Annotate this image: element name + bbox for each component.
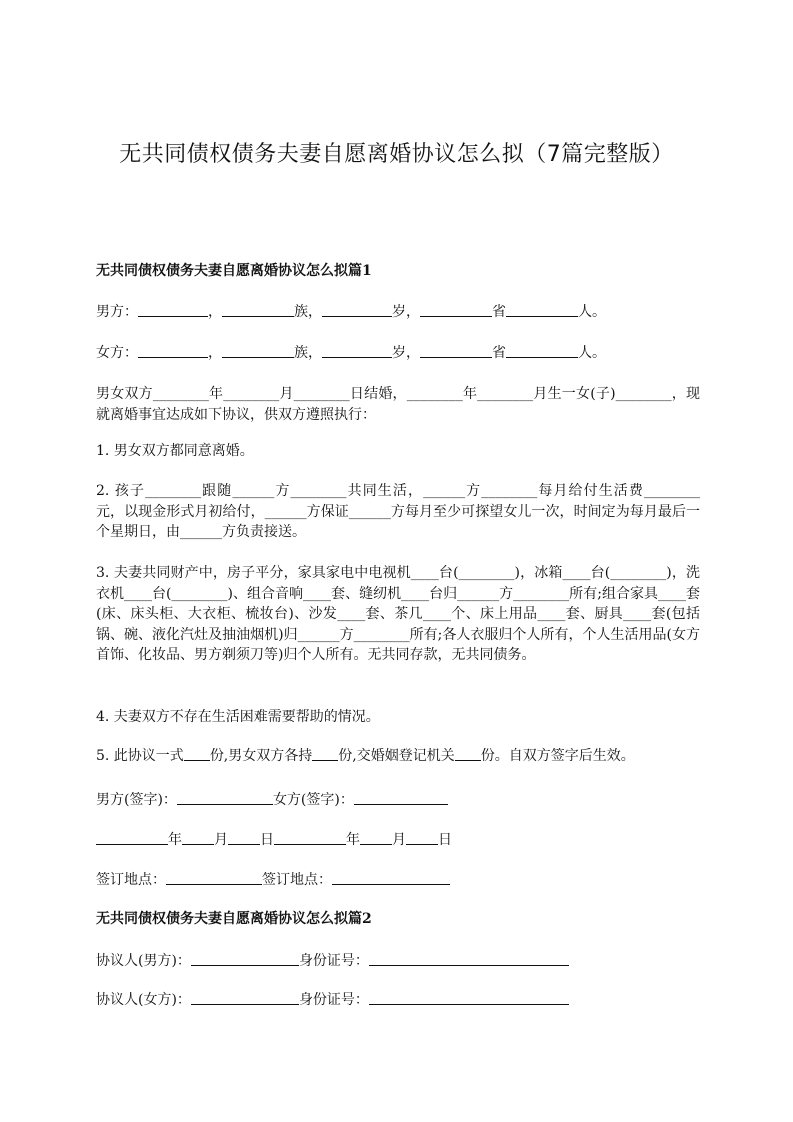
section-1-title: 无共同债权债务夫妻自愿离婚协议怎么拟篇1 xyxy=(96,263,372,279)
item-5: 5. 此协议一式 份,男女双方各持 份,交婚姻登记机关 份。自双方签字后生效。 xyxy=(96,748,635,764)
item-2: 2. 孩子________跟随______方________共同生活，______方________每月给付生活费________元，以现金形式月初给付，______方保证______方每月至少可探望女儿一次，时间定为每月最后一个星期日，由______方负责接送。 xyxy=(96,483,700,540)
blank xyxy=(184,746,210,761)
blank xyxy=(420,343,492,358)
blank xyxy=(182,830,214,845)
blank xyxy=(322,343,392,358)
blank xyxy=(222,343,294,358)
marriage-paragraph: 男女双方________年________月________日结婚，________年________月生一女(子)________，现就离婚事宜达成如下协议，供双方遵照执行： xyxy=(96,386,700,423)
blank xyxy=(332,870,450,885)
blank xyxy=(312,746,338,761)
blank xyxy=(354,790,448,805)
blank xyxy=(96,830,168,845)
blank xyxy=(191,990,299,1005)
section-2-title: 无共同债权债务夫妻自愿离婚协议怎么拟篇2 xyxy=(96,911,372,927)
blank xyxy=(506,302,578,317)
blank xyxy=(369,990,569,1005)
item-3: 3. 夫妻共同财产中，房子平分，家具家电中电视机____台(________)，冰箱____台(________)，洗衣机____台(________)、组合音响____套、缝纫机____台归______方________所有;组合家具____套(床、床头柜、大衣柜、梳妆台)、沙发____套、茶几____个、床上用品____套、厨具____套(包括锅、碗、液化汽灶及抽油烟机)归______方________所有;各人衣服归个人所有，个人生活用品(女方首饰、化妆品、男方剃须刀等)归个人所有。无共同存款，无共同债务。 xyxy=(96,565,700,663)
party-man-line: 协议人(男方)： 身份证号： xyxy=(96,951,706,972)
item-1: 1. 男女双方都同意离婚。 xyxy=(96,443,254,459)
blank xyxy=(138,343,208,358)
man-info-line: 男方： ， 族， 岁， 省 人。 xyxy=(96,304,606,320)
blank xyxy=(406,830,438,845)
blank xyxy=(369,951,569,966)
blank xyxy=(228,830,260,845)
signature-line: 男方(签字)： 女方(签字)： xyxy=(96,790,706,811)
blank xyxy=(191,951,299,966)
woman-info-line: 女方： ， 族， 岁， 省 人。 xyxy=(96,345,606,361)
blank xyxy=(506,343,578,358)
blank xyxy=(222,302,294,317)
blank xyxy=(166,870,262,885)
blank xyxy=(322,302,392,317)
party-woman-line: 协议人(女方)： 身份证号： xyxy=(96,990,706,1011)
blank xyxy=(420,302,492,317)
blank xyxy=(274,830,346,845)
blank xyxy=(177,790,273,805)
date-line: 年 月 日 年 月 日 xyxy=(96,830,706,851)
document-title: 无共同债权债务夫妻自愿离婚协议怎么拟（7篇完整版） xyxy=(119,142,674,167)
blank xyxy=(138,302,208,317)
item-4: 4. 夫妻双方不存在生活困难需要帮助的情况。 xyxy=(96,709,380,725)
place-line: 签订地点： 签订地点： xyxy=(96,870,706,891)
blank xyxy=(455,746,481,761)
blank xyxy=(360,830,392,845)
